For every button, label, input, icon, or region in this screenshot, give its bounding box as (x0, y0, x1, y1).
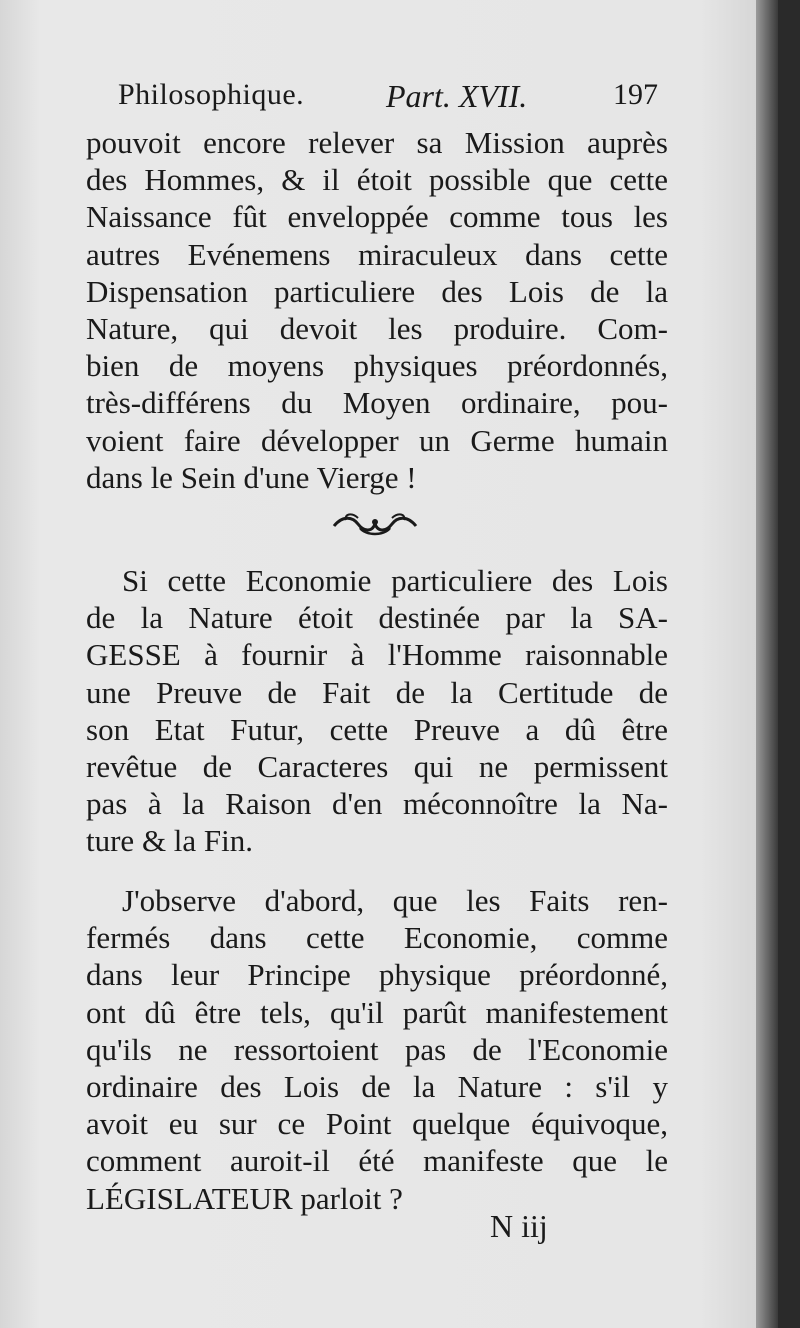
text-line: dans le Sein d'une Vierge ! (86, 459, 417, 495)
text-line: GESSE à fournir à l'Homme raisonnable (86, 637, 668, 673)
text-line: LÉGISLATEUR parloit ? (86, 1180, 403, 1216)
text-line: une Preuve de Fait de la Certitude de (86, 674, 668, 710)
text-line: fermés dans cette Economie, comme (86, 920, 668, 956)
text-line: des Hommes, & il étoit possible que cette (86, 162, 668, 198)
text-line: Si cette Economie particuliere des Lois (122, 563, 668, 598)
text-line: Nature, qui devoit les produire. Com- (86, 310, 668, 346)
running-header (118, 78, 658, 124)
text-line: J'observe d'abord, que les Faits ren- (122, 883, 668, 918)
paragraph-2 (86, 562, 668, 860)
text-line: revêtue de Caracteres qui ne permissent (86, 748, 668, 784)
text-line: Dispensation particuliere des Lois de la (86, 273, 668, 309)
signature-mark: N iij (490, 1208, 548, 1244)
page-number: 197 (613, 78, 658, 111)
text-line: Naissance fût enveloppée comme tous les (86, 199, 668, 235)
text-line: très-différens du Moyen ordinaire, pou- (86, 385, 668, 421)
part-label: Part. XVII. (386, 78, 528, 114)
text-line: avoit eu sur ce Point quelque équivoque, (86, 1106, 668, 1142)
text-line: pouvoit encore relever sa Mission auprès (86, 125, 668, 160)
text-line: ture & la Fin. (86, 823, 254, 859)
text-line: autres Evénemens miraculeux dans cette (86, 236, 668, 272)
ornament-fleuron (330, 510, 420, 540)
text-line: pas à la Raison d'en méconnoître la Na- (86, 786, 668, 822)
running-title: Philosophique. (118, 78, 305, 111)
text-line: ordinaire des Lois de la Nature : s'il y (86, 1068, 668, 1104)
text-line: ont dû être tels, qu'il parût manifestement (86, 994, 668, 1030)
text-line: qu'ils ne ressortoient pas de l'Economie (86, 1031, 668, 1067)
text-line: de la Nature étoit destinée par la SA- (86, 600, 668, 636)
text-line: comment auroit-il été manifeste que le (86, 1143, 668, 1179)
paragraph-1 (86, 124, 668, 496)
text-line: voient faire développer un Germe humain (86, 422, 668, 458)
text-line: dans leur Principe physique préordonné, (86, 957, 668, 993)
text-line: son Etat Futur, cette Preuve a dû être (86, 711, 668, 747)
text-line: bien de moyens physiques préordonnés, (86, 348, 668, 384)
page-edge (756, 0, 778, 1328)
paragraph-3 (86, 882, 668, 1217)
